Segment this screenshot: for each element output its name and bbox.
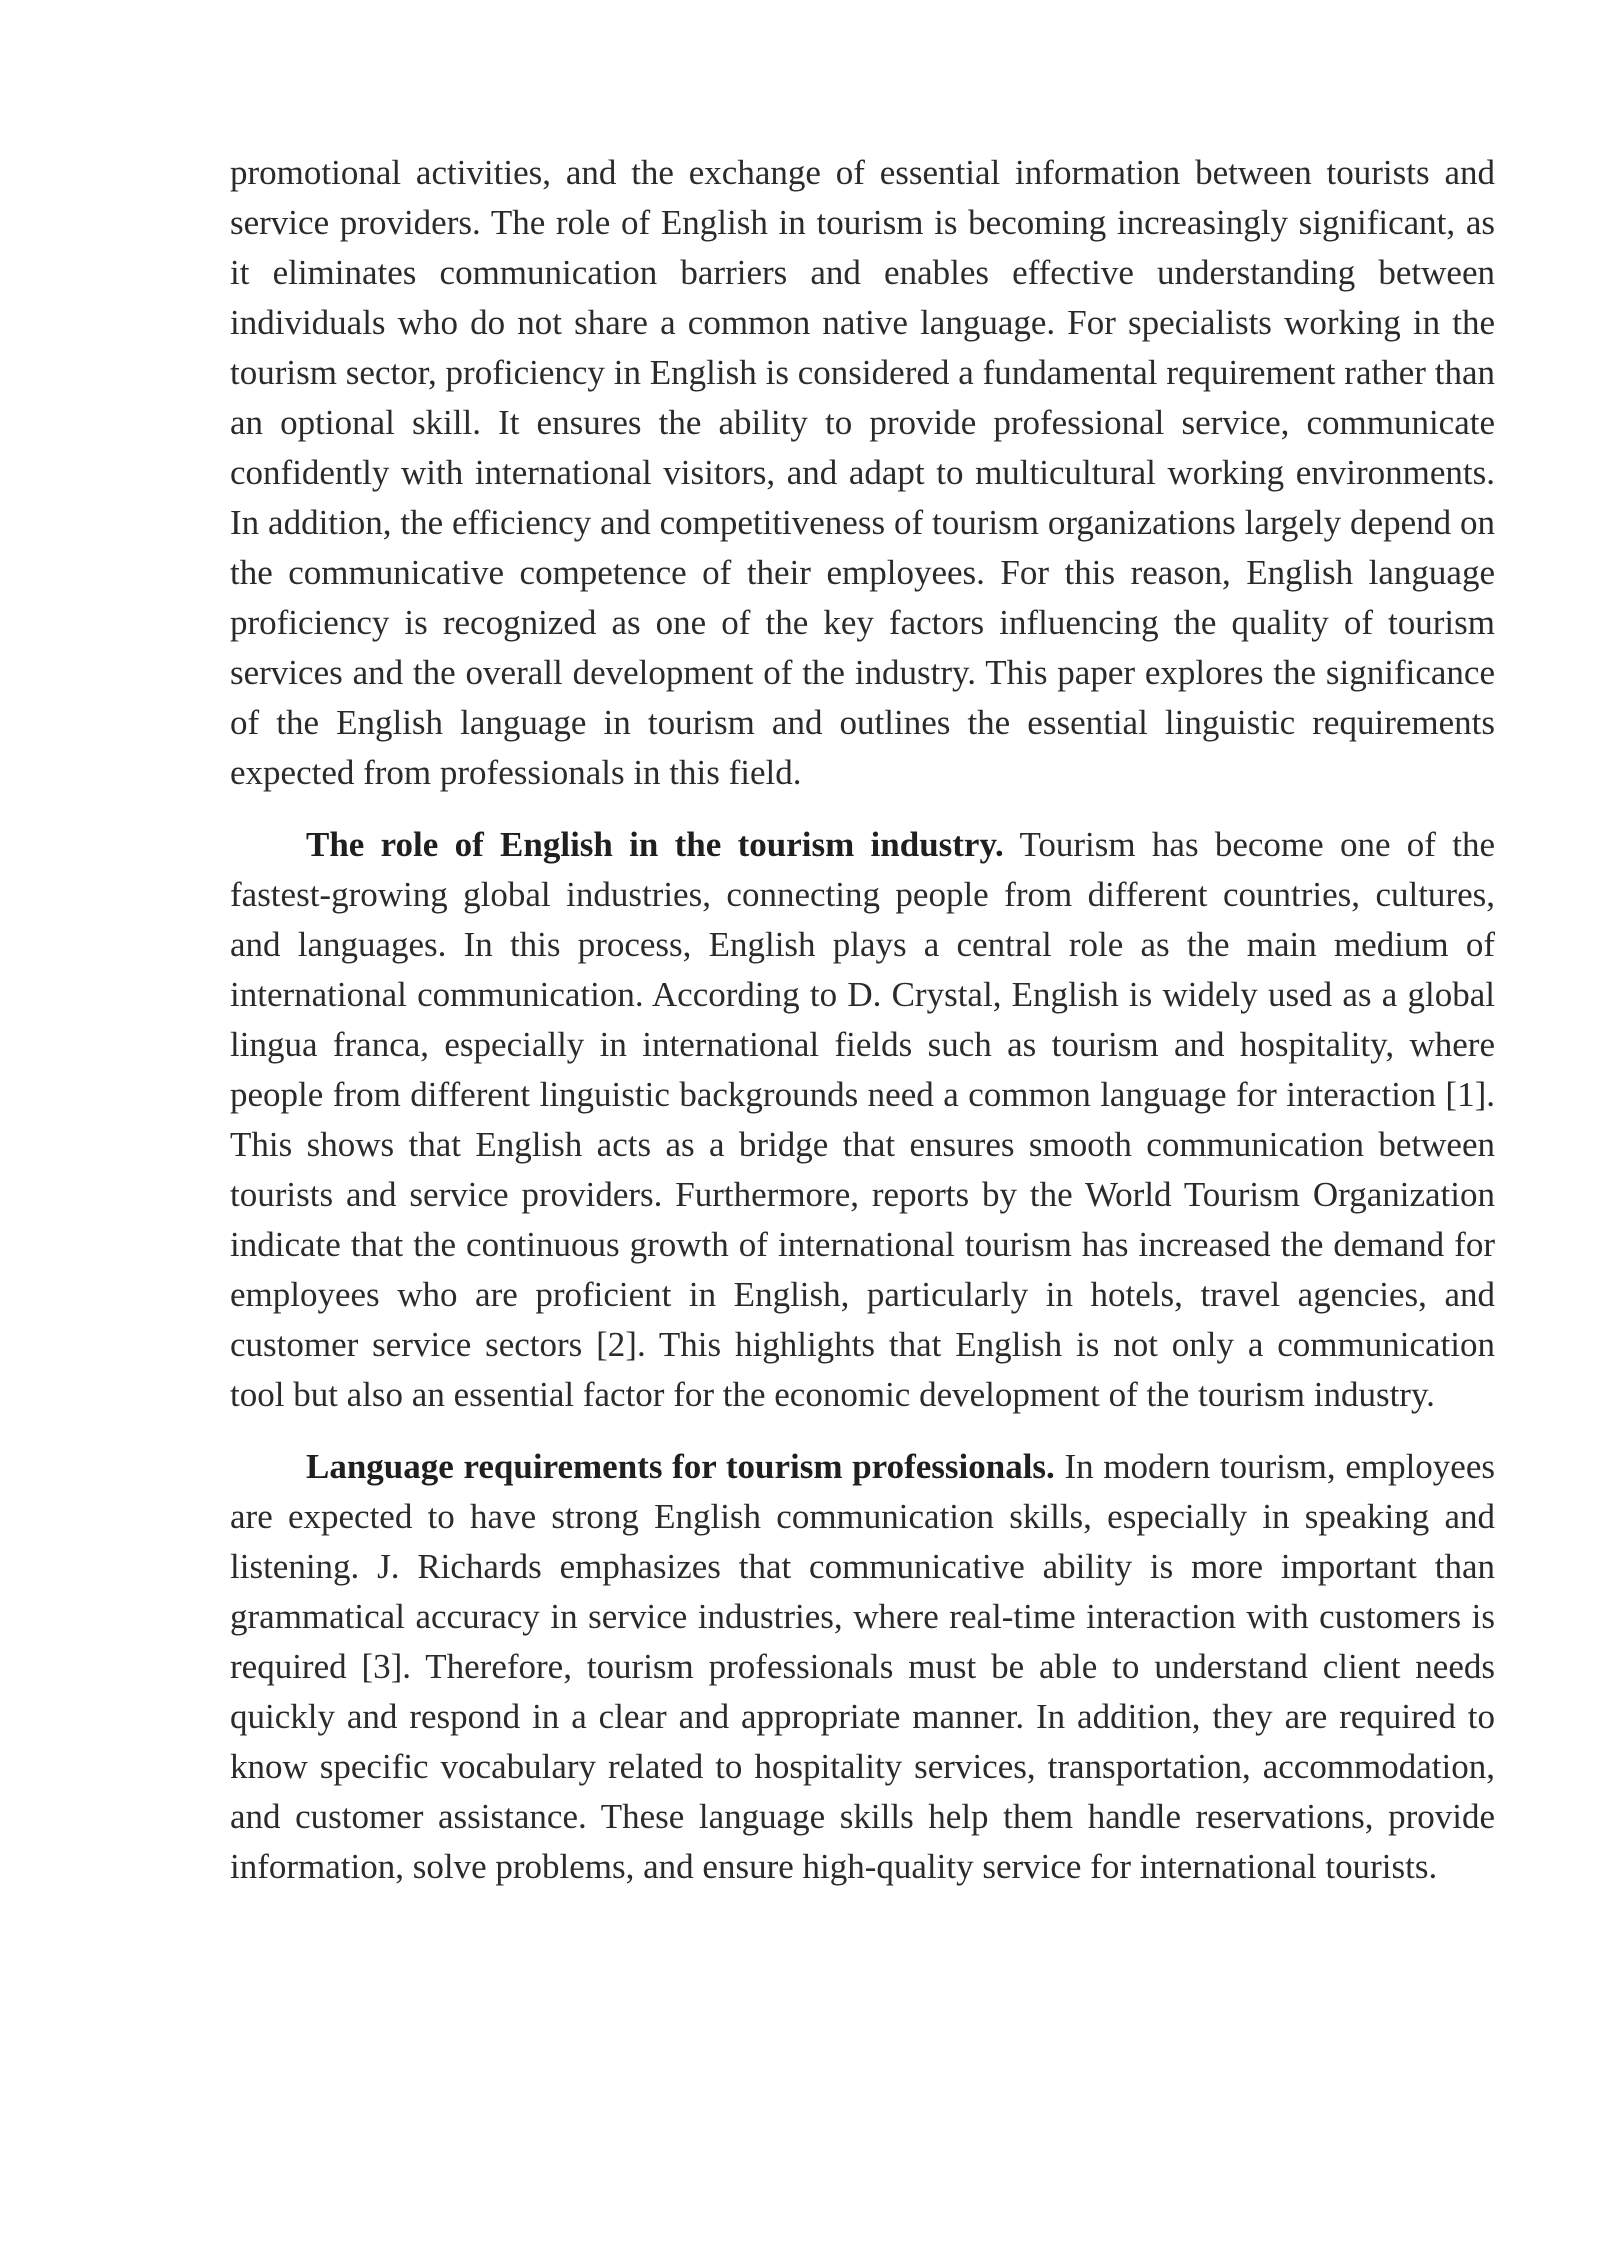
section-language-requirements [230, 1442, 1495, 1892]
section-heading: The role of English in the tourism industry. [306, 825, 1004, 864]
paragraph-text: promotional activities, and the exchange of essential information between tourists and service providers. The role of English in tourism is becoming increasingly significant, as it eliminates communication barriers and enables effective understanding between individuals who do not share a common native language. For specialists working in the tourism sector, proficiency in English is considered a fundamental requirement rather than an optional skill. It ensures the ability to provide professional service, communicate confidently with international visitors, and adapt to multicultural working environments. In addition, the efficiency and competitiveness of tourism organizations largely depend on the communicative competence of their employees. For this reason, English language proficiency is recognized as one of the key factors influencing the quality of tourism services and the overall development of the industry. This paper explores the significance of the English language in tourism and outlines the essential linguistic requirements expected from professionals in this field. [230, 153, 1495, 792]
section-role-of-english [230, 820, 1495, 1420]
paragraph-text: Tourism has become one of the fastest-growing global industries, connecting people from different countries, cultures, and languages. In this process, English plays a central role as the main medium of international communication. According to D. Crystal, English is widely used as a global lingua franca, especially in international fields such as tourism and hospitality, where people from different linguistic backgrounds need a common language for interaction [1]. This shows that English acts as a bridge that ensures smooth communication between tourists and service providers. Furthermore, reports by the World Tourism Organization indicate that the continuous growth of international tourism has increased the demand for employees who are proficient in English, particularly in hotels, travel agencies, and customer service sectors [2]. This highlights that English is not only a communication tool but also an essential factor for the economic development of the tourism industry. [230, 825, 1495, 1414]
paragraph-text: In modern tourism, employees are expected to have strong English communication skills, especially in speaking and listening. J. Richards emphasizes that communicative ability is more important than grammatical accuracy in service industries, where real-time interaction with customers is required [3]. Therefore, tourism professionals must be able to understand client needs quickly and respond in a clear and appropriate manner. In addition, they are required to know specific vocabulary related to hospitality services, transportation, accommodation, and customer assistance. These language skills help them handle reservations, provide information, solve problems, and ensure high-quality service for international tourists. [230, 1447, 1495, 1886]
intro-paragraph [230, 148, 1495, 798]
document-page [230, 148, 1495, 1892]
section-heading: Language requirements for tourism professionals. [306, 1447, 1055, 1486]
